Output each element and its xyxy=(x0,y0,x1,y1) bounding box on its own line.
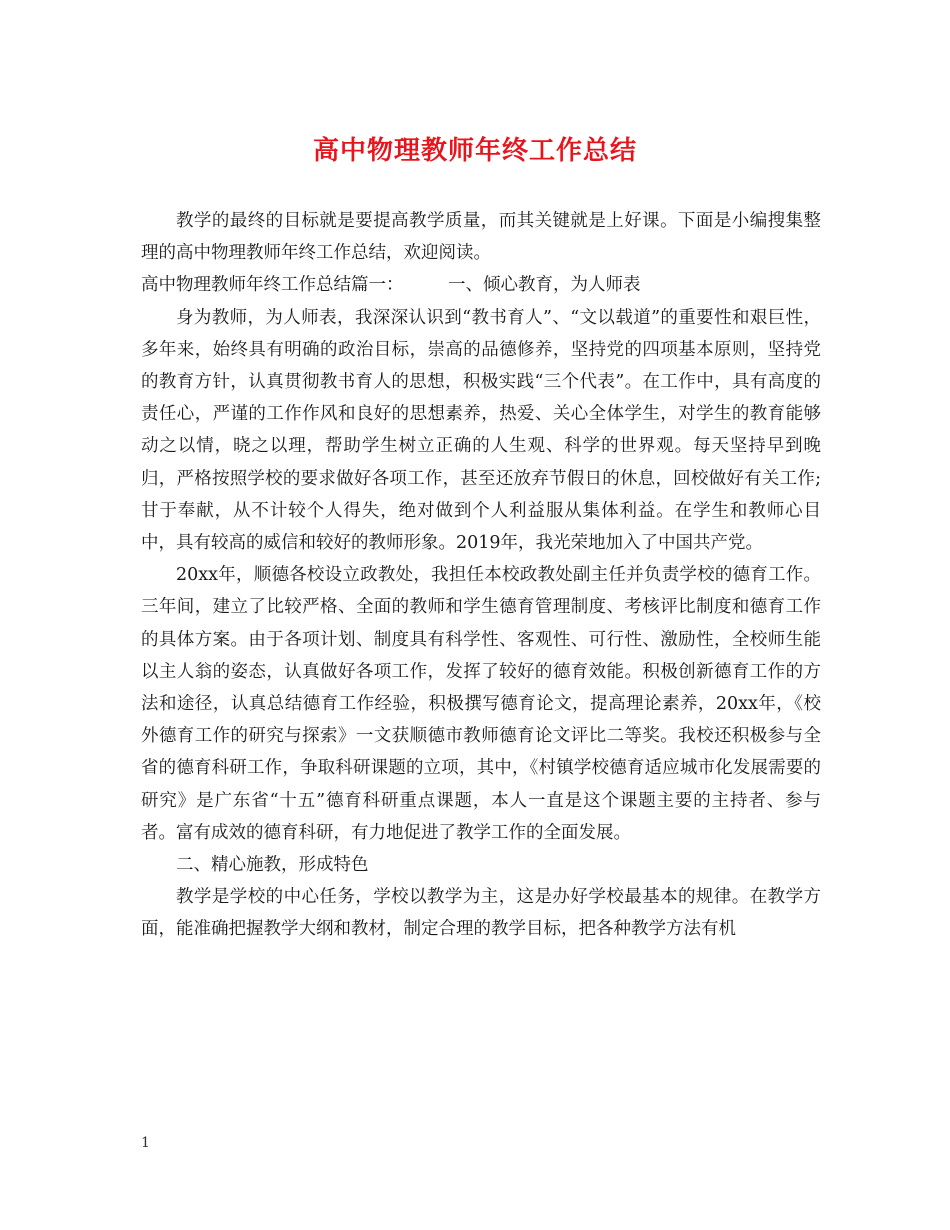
intro-paragraph: 教学的最终的目标就是要提高教学质量，而其关键就是上好课。下面是小编搜集整理的高中物理教师年终工作总结，欢迎阅读。 xyxy=(141,211,821,264)
section-heading-2: 二、精心施教，形成特色 xyxy=(176,855,369,876)
body-paragraph: 教学是学校的中心任务，学校以教学为主，这是办好学校最基本的规律。在教学方面，能准确把握教学大纲和教材，制定合理的教学目标，把各种教学方法有机 xyxy=(141,887,821,940)
section-heading-1: 高中物理教师年终工作总结篇一： 一、倾心教育，为人师表 xyxy=(141,275,641,296)
document-title: 高中物理教师年终工作总结 xyxy=(312,136,637,166)
page-number: 1 xyxy=(141,1135,150,1151)
document-body xyxy=(141,205,821,946)
body-paragraph: 身为教师，为人师表，我深深认识到“教书育人”、“文以载道”的重要性和艰巨性，多年来，始终具有明确的政治目标，崇高的品德修养，坚持党的四项基本原则，坚持党的教育方针，认真贯彻教书育人的思想，积极实践“三个代表”。在工作中，具有高度的责任心，严谨的工作作风和良好的思想素养，热爱、关心全体学生，对学生的教育能够动之以情，晓之以理，帮助学生树立正确的人生观、科学的世界观。每天坚持早到晚归，严格按照学校的要求做好各项工作，甚至还放弃节假日的休息，回校做好有关工作;甘于奉献，从不计较个人得失，绝对做到个人利益服从集体利益。在学生和教师心目中，具有较高的威信和较好的教师形象。2019年，我光荣地加入了中国共产党。 xyxy=(141,307,821,554)
body-paragraph: 20xx年，顺德各校设立政教处，我担任本校政教处副主任并负责学校的德育工作。三年间，建立了比较严格、全面的教师和学生德育管理制度、考核评比制度和德育工作的具体方案。由于各项计划、制度具有科学性、客观性、可行性、激励性，全校师生能以主人翁的姿态，认真做好各项工作，发挥了较好的德育效能。积极创新德育工作的方法和途径，认真总结德育工作经验，积极撰写德育论文，提高理论素养，20xx年，《校外德育工作的研究与探索》一文获顺德市教师德育论文评比二等奖。我校还积极参与全省的德育科研工作，争取科研课题的立项，其中，《村镇学校德育适应城市化发展需要的研究》是广东省“十五”德育科研重点课题，本人一直是这个课题主要的主持者、参与者。富有成效的德育科研，有力地促进了教学工作的全面发展。 xyxy=(141,565,821,843)
